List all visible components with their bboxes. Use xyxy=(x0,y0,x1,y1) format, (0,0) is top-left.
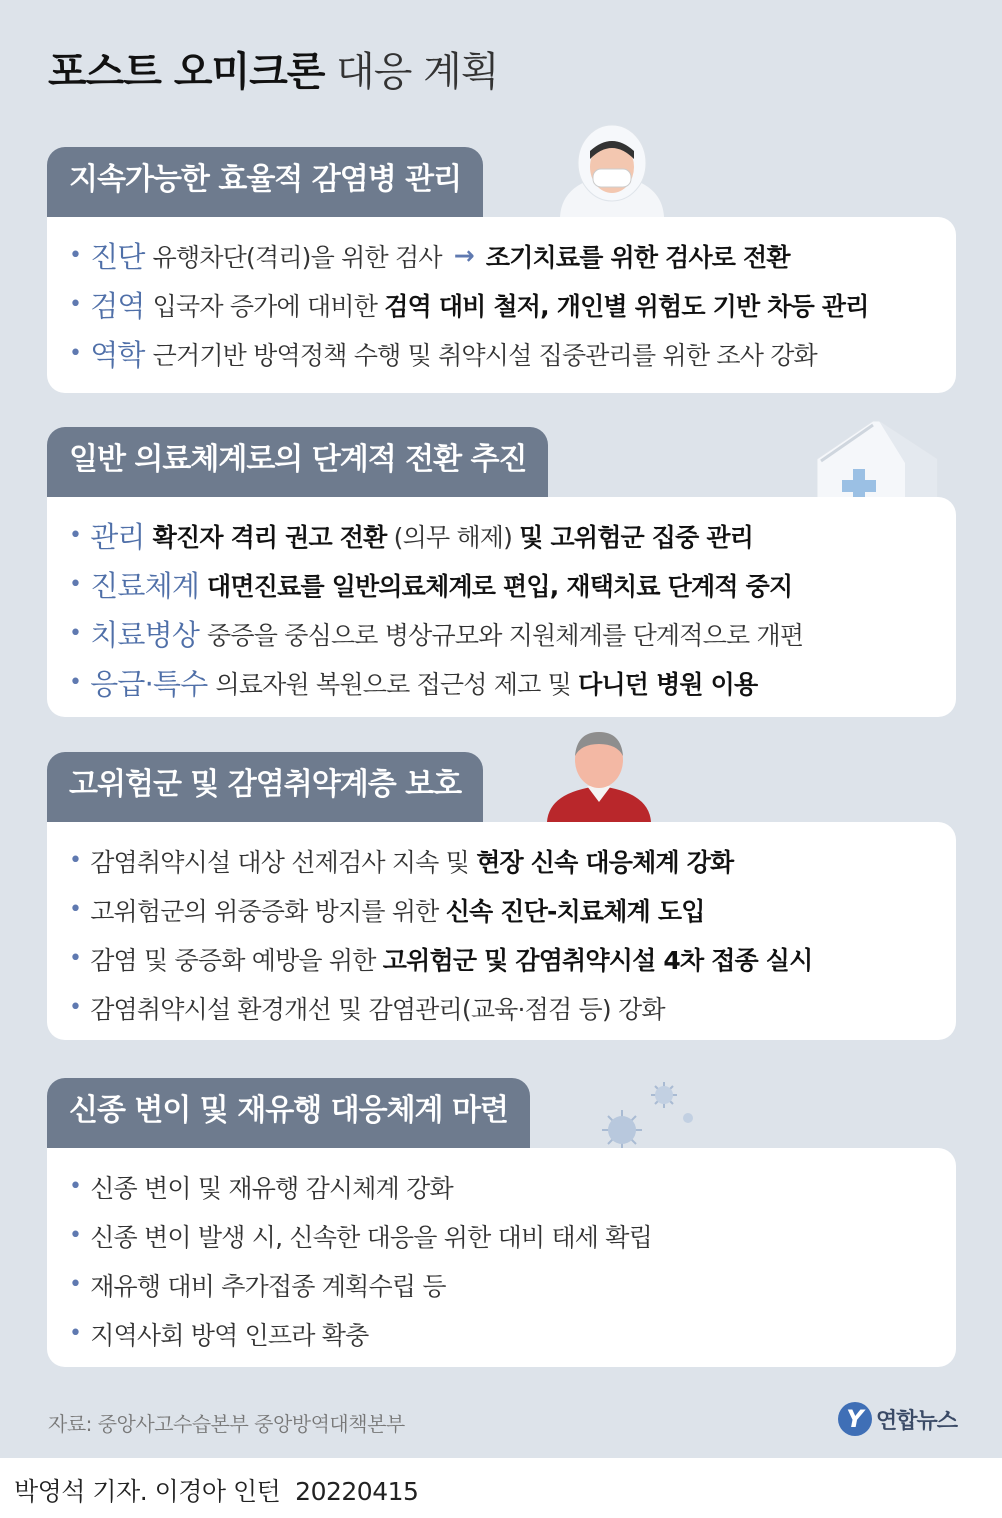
item-bold: 검역 대비 철저, 개인별 위험도 기반 차등 관리 xyxy=(384,291,869,321)
bullet-icon: • xyxy=(69,995,82,1020)
page-title xyxy=(48,40,498,97)
health-worker-icon xyxy=(552,123,672,217)
item-text: 신종 변이 및 재유행 감시체계 강화 xyxy=(90,1173,453,1203)
list-item xyxy=(69,1260,932,1309)
item-key: 검역 xyxy=(90,289,145,323)
item-text: 중증을 중심으로 병상규모와 지원체계를 단계적으로 개편 xyxy=(207,620,804,650)
item-key: 치료병상 xyxy=(90,618,200,652)
arrow-right-icon: → xyxy=(453,241,474,270)
item-text: 지역사회 방역 인프라 확충 xyxy=(90,1320,369,1350)
item-bold: 조기치료를 위한 검사로 전환 xyxy=(485,242,790,272)
bullet-icon: • xyxy=(69,848,82,873)
list-item xyxy=(69,560,932,609)
title-bold: 포스트 오미크론 xyxy=(48,49,325,95)
title-light: 대응 계획 xyxy=(324,49,499,95)
footer xyxy=(0,1458,1002,1518)
item-key: 진단 xyxy=(90,240,145,274)
bullet-icon: • xyxy=(69,1223,82,1248)
bullet-icon: • xyxy=(69,572,82,597)
item-text: 의료자원 복원으로 접근성 제고 및 xyxy=(215,669,579,699)
bullet-icon: • xyxy=(69,946,82,971)
list-item xyxy=(69,1211,932,1260)
list-item xyxy=(69,885,932,934)
item-key: 역학 xyxy=(90,338,145,372)
item-bold: 대면진료를 일반의료체계로 편입, 재택치료 단계적 중지 xyxy=(207,571,793,601)
section-body xyxy=(47,822,956,1040)
item-bold: 현장 신속 대응체계 강화 xyxy=(476,847,734,877)
item-bold: 고위험군 및 감염취약시설 4차 접종 실시 xyxy=(382,945,813,975)
item-text: (의무 해제) xyxy=(386,522,520,552)
list-item xyxy=(69,836,932,885)
list-item xyxy=(69,983,932,1032)
bullet-icon: • xyxy=(69,243,82,268)
logo-text: 연합뉴스 xyxy=(876,1408,958,1434)
source-note: 자료: 중앙사고수습본부 중앙방역대책본부 xyxy=(48,1412,405,1436)
bullet-icon: • xyxy=(69,1321,82,1346)
item-text: 감염취약시설 환경개선 및 감염관리(교육·점검 등) 강화 xyxy=(90,994,665,1024)
item-text: 입국자 증가에 대비한 xyxy=(152,291,385,321)
item-key: 관리 xyxy=(90,520,145,554)
yonhap-logo xyxy=(838,1402,957,1436)
item-bold: 다니던 병원 이용 xyxy=(578,669,758,699)
logo-mark-icon: Y xyxy=(838,1402,872,1436)
list-item xyxy=(69,329,932,378)
section-body xyxy=(47,1148,956,1367)
list-item xyxy=(69,280,932,329)
item-text: 근거기반 방역정책 수행 및 취약시설 집중관리를 위한 조사 강화 xyxy=(152,340,817,370)
item-bold: 확진자 격리 권고 전환 xyxy=(152,522,387,552)
list-item xyxy=(69,1162,932,1211)
list-item xyxy=(69,231,932,280)
bullet-icon: • xyxy=(69,523,82,548)
item-text: 고위험군의 위중증화 방지를 위한 xyxy=(90,896,446,926)
list-item xyxy=(69,511,932,560)
item-key: 진료체계 xyxy=(90,569,200,603)
bullet-icon: • xyxy=(69,897,82,922)
list-item xyxy=(69,934,932,983)
bullet-icon: • xyxy=(69,292,82,317)
item-key: 응급·특수 xyxy=(90,667,208,701)
item-text: 신종 변이 발생 시, 신속한 대응을 위한 대비 태세 확립 xyxy=(90,1222,653,1252)
section-header: 일반 의료체계로의 단계적 전환 추진 xyxy=(47,427,548,497)
item-text: 유행차단(격리)을 위한 검사 xyxy=(152,242,442,272)
list-item xyxy=(69,658,932,707)
bullet-icon: • xyxy=(69,1272,82,1297)
credit-line: 박영석 기자. 이경아 인턴 20220415 xyxy=(14,1477,419,1506)
virus-icon xyxy=(592,1078,702,1148)
elderly-person-icon xyxy=(547,726,651,822)
bullet-icon: • xyxy=(69,1174,82,1199)
item-bold: 신속 진단-치료체계 도입 xyxy=(445,896,705,926)
section-body xyxy=(47,497,956,717)
bullet-icon: • xyxy=(69,621,82,646)
item-text: 감염취약시설 대상 선제검사 지속 및 xyxy=(90,847,477,877)
item-bold: 및 고위험군 집중 관리 xyxy=(519,522,754,552)
section-header: 고위험군 및 감염취약계층 보호 xyxy=(47,752,483,822)
section-header: 신종 변이 및 재유행 대응체계 마련 xyxy=(47,1078,530,1148)
item-text: 감염 및 중증화 예방을 위한 xyxy=(90,945,383,975)
item-text: 재유행 대비 추가접종 계획수립 등 xyxy=(90,1271,446,1301)
section-header: 지속가능한 효율적 감염병 관리 xyxy=(47,147,483,217)
list-item xyxy=(69,609,932,658)
bullet-icon: • xyxy=(69,670,82,695)
list-item xyxy=(69,1309,932,1358)
bullet-icon: • xyxy=(69,341,82,366)
section-body xyxy=(47,217,956,393)
